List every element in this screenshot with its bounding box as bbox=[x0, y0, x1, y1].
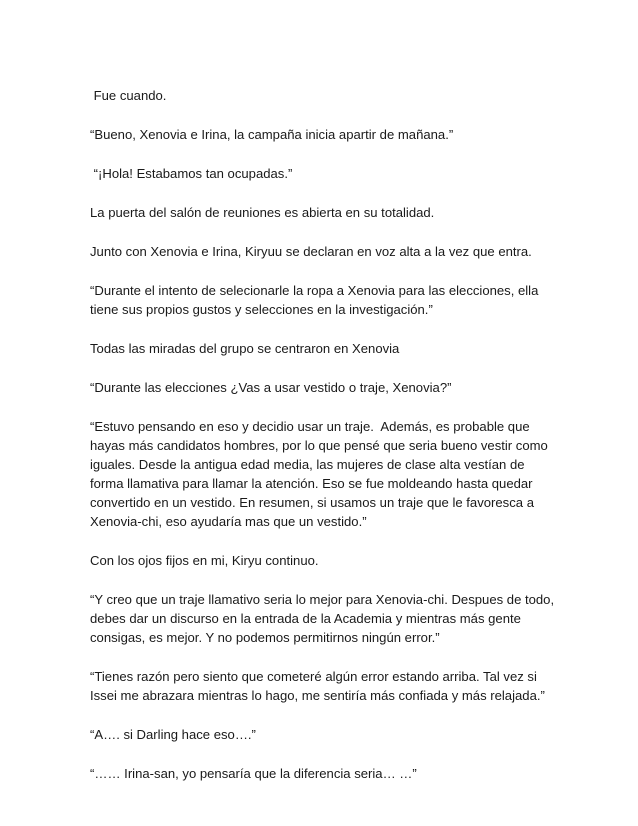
paragraph-9: “Estuvo pensando en eso y decidio usar un traje. Además, es probable que hayas más candidatos hombres, por lo que pensé que seria bueno vestir como iguales. Desde la antigua edad media, las mujeres de clase alta vestían de forma llamativa para llamar la atención. Eso se fue moldeando hasta quedar convertido en un vestido. En resumen, si usamos un traje que le favoresca a Xenovia-chi, eso ayudaría mas que un vestido.” bbox=[90, 419, 552, 529]
paragraph-13: “A…. si Darling hace eso….” bbox=[90, 727, 256, 742]
paragraph-7: Todas las miradas del grupo se centraron en Xenovia bbox=[90, 341, 400, 356]
paragraph-2: “Bueno, Xenovia e Irina, la campaña inicia apartir de mañana.” bbox=[90, 127, 454, 142]
paragraph-11: “Y creo que un traje llamativo seria lo mejor para Xenovia-chi. Despues de todo, debes dar un discurso en la entrada de la Academia y mientras más gente consigas, es mejor. Y no podemos permitirnos ningún error.” bbox=[90, 592, 558, 645]
paragraph-8: “Durante las elecciones ¿Vas a usar vestido o traje, Xenovia?” bbox=[90, 380, 452, 395]
paragraph-12: “Tienes razón pero siento que cometeré algún error estando arriba. Tal vez si Issei me abrazara mientras lo hago, me sentiría más confiada y más relajada.” bbox=[90, 669, 545, 703]
paragraph-14: “…… Irina-san, yo pensaría que la diferencia seria… …” bbox=[90, 766, 417, 781]
paragraph-6: “Durante el intento de selecionarle la ropa a Xenovia para las elecciones, ella tiene sus propios gustos y selecciones en la investigación.” bbox=[90, 283, 543, 317]
paragraph-1: Fue cuando. bbox=[90, 88, 167, 103]
paragraph-10: Con los ojos fijos en mi, Kiryu continuo. bbox=[90, 553, 319, 568]
paragraph-3: “¡Hola! Estabamos tan ocupadas.” bbox=[90, 166, 293, 181]
document-body bbox=[90, 86, 560, 783]
paragraph-5: Junto con Xenovia e Irina, Kiryuu se declaran en voz alta a la vez que entra. bbox=[90, 244, 532, 259]
paragraph-4: La puerta del salón de reuniones es abierta en su totalidad. bbox=[90, 205, 435, 220]
